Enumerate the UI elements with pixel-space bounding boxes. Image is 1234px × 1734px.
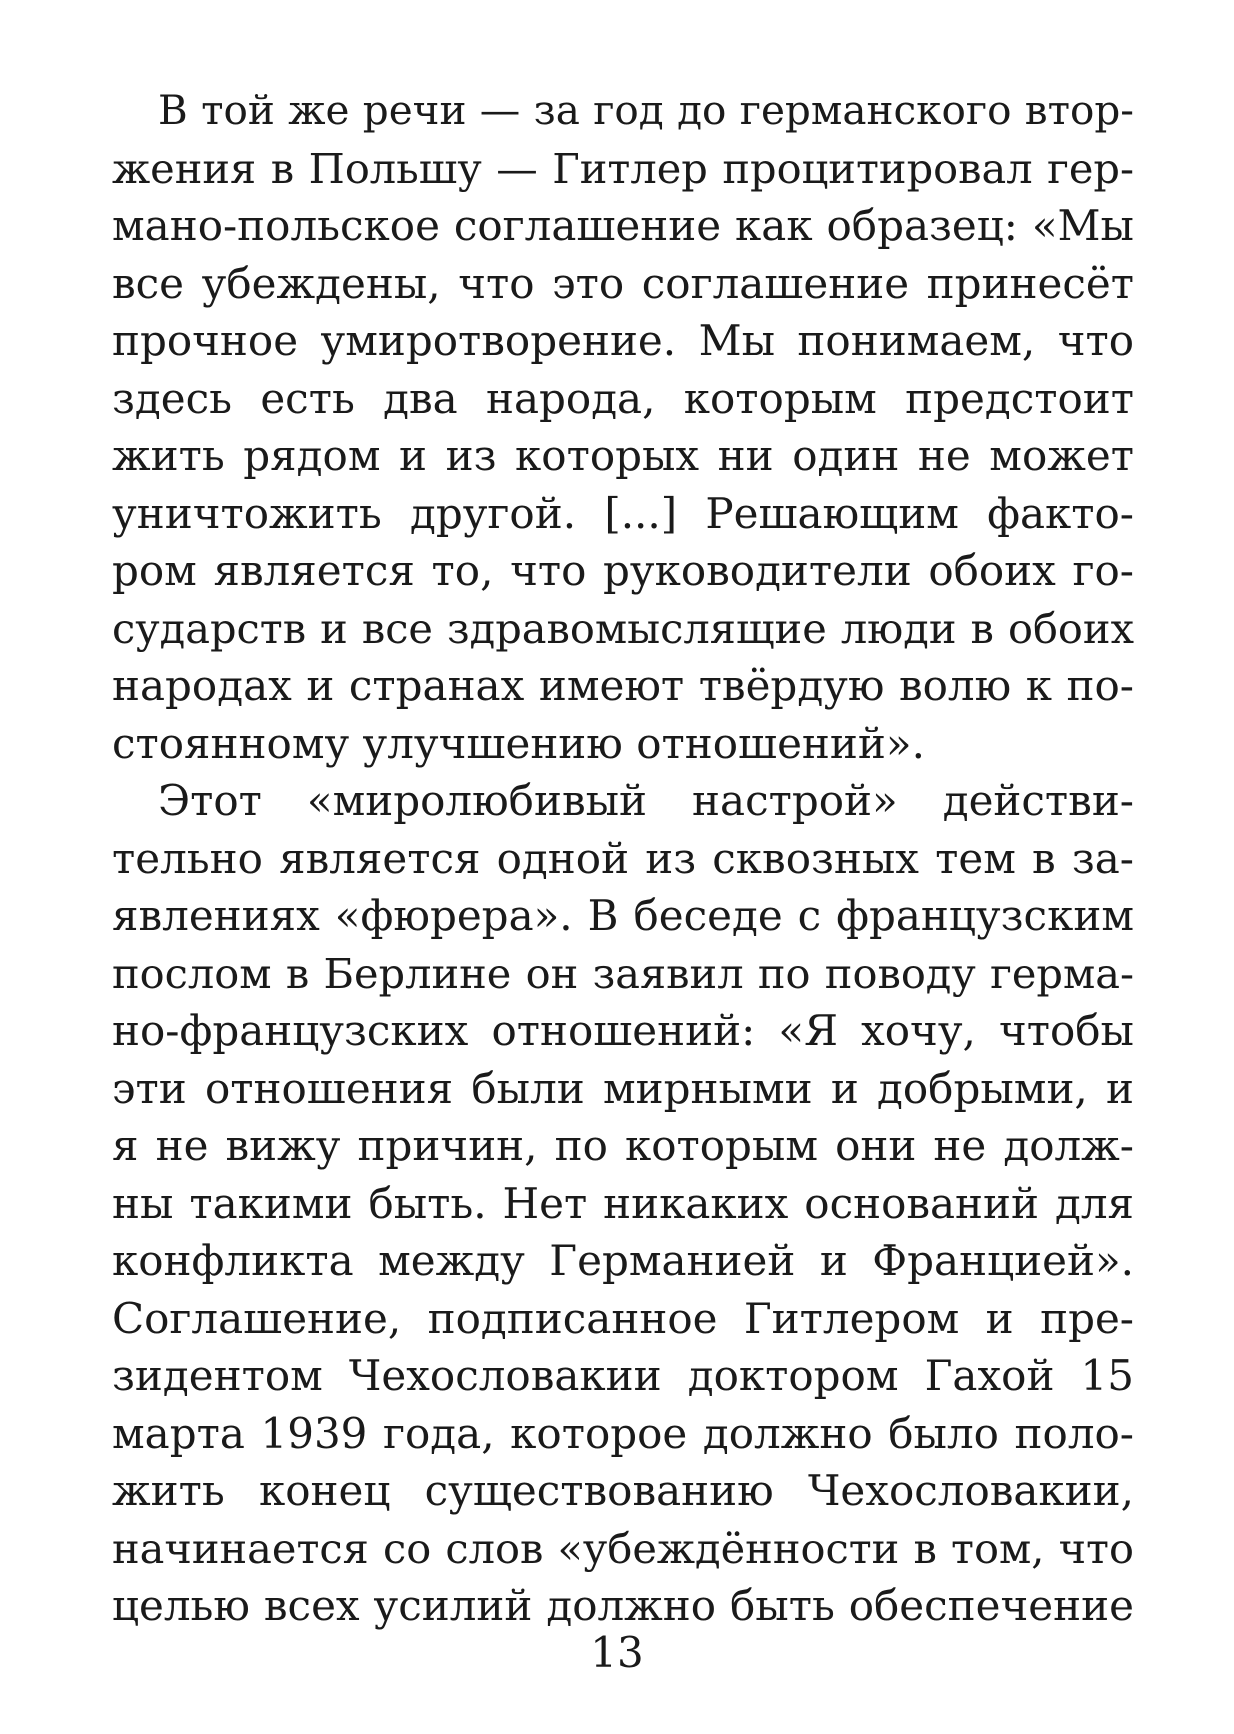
text-line: явлениях «фюрера». В беседе с французским (112, 891, 1134, 940)
text-line: уничтожить другой. [...] Решающим факто- (112, 488, 1134, 538)
text-line: здесь есть два народа, которым предстоит (112, 373, 1134, 423)
page-number: 13 (590, 1628, 644, 1677)
text-line: В той же речи — за год до германского втор- (158, 86, 1134, 134)
text-line: послом в Берлине он заявил по поводу герма- (112, 948, 1134, 998)
text-line: ром является то, что руководители обоих го- (112, 546, 1134, 595)
text-line: ны такими быть. Нет никаких оснований для (112, 1178, 1134, 1228)
text-line: Этот «миролюбивый настрой» действи- (158, 776, 1134, 825)
text-line: стоянному улучшению отношений». (112, 718, 925, 768)
text-line: но-французских отношений: «Я хочу, чтобы (112, 1006, 1134, 1055)
text-line: жить конец существованию Чехословакии, (112, 1466, 1134, 1515)
paragraph-2 (112, 772, 1134, 1635)
text-line: я не вижу причин, по которым они не долж- (112, 1121, 1134, 1170)
body-text (112, 82, 1134, 1635)
text-line: сударств и все здравомыслящие люди в обоих (112, 603, 1134, 653)
text-line: эти отношения были мирными и добрыми, и (112, 1063, 1134, 1113)
text-line: Соглашение, подписанное Гитлером и пре- (112, 1293, 1134, 1343)
text-line: начинается со слов «убеждённости в том, что (112, 1523, 1134, 1573)
text-line: конфликта между Германией и Францией». (112, 1236, 1134, 1285)
text-line: мано-польское соглашение как образец: «Мы (112, 201, 1134, 250)
text-line: зидентом Чехословакии доктором Гахой 15 (112, 1351, 1134, 1400)
text-line: целью всех усилий должно быть обеспечение (112, 1581, 1134, 1630)
paragraph-1 (112, 82, 1134, 772)
text-line: жить рядом и из которых ни один не может (112, 431, 1134, 480)
text-line: жения в Польшу — Гитлер процитировал гер- (112, 143, 1134, 193)
text-line: народах и странах имеют твёрдую волю к по- (112, 661, 1134, 710)
text-line: марта 1939 года, которое должно было поло- (112, 1408, 1134, 1458)
text-line: все убеждены, что это соглашение принесёт (112, 258, 1134, 308)
text-line: тельно является одной из сквозных тем в за- (112, 833, 1134, 883)
text-line: прочное умиротворение. Мы понимаем, что (112, 316, 1134, 365)
